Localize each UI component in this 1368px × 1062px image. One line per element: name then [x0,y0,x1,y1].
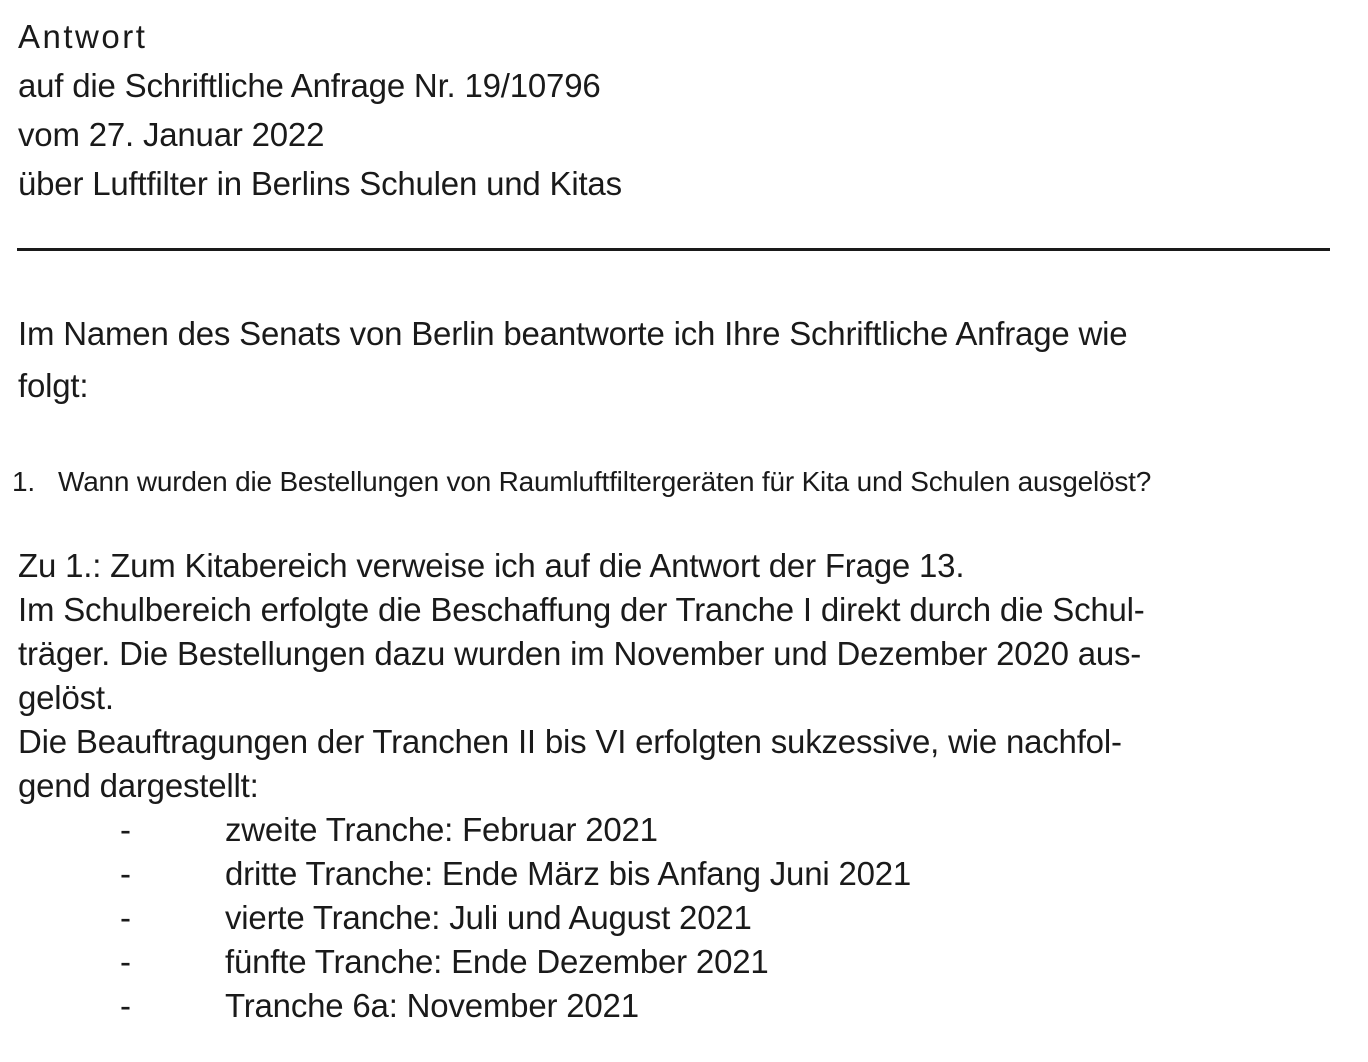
question-number: 1. [12,466,35,497]
list-item [18,852,1368,896]
answer-paragraph [18,544,1368,808]
list-dash: - [120,987,131,1024]
list-item-text: Tranche 6a: November 2021 [225,987,639,1024]
tranche-list [18,808,1368,1028]
answer-line: Die Beauftragungen der Tranchen II bis VI erfolgten sukzessive, wie nachfol- [18,723,1122,760]
answer-line: Zu 1.: Zum Kitabereich verweise ich auf die Antwort der Frage 13. [18,547,965,584]
list-item [18,896,1368,940]
horizontal-separator [17,248,1330,251]
list-item-text: dritte Tranche: Ende März bis Anfang Juni 2021 [225,855,912,892]
list-item-text: zweite Tranche: Februar 2021 [225,811,658,848]
list-item [18,940,1368,984]
list-dash: - [120,943,131,980]
question-text: Wann wurden die Bestellungen von Raumluftfiltergeräten für Kita und Schulen ausgelöst? [58,466,1152,497]
list-dash: - [120,899,131,936]
intro-paragraph [18,308,1368,412]
header-date-line: vom 27. Januar 2022 [18,116,325,153]
header-subject-line: über Luftfilter in Berlins Schulen und Kitas [18,165,622,202]
header-subtitle: auf die Schriftliche Anfrage Nr. 19/10796 [18,67,601,104]
document-header [18,12,1368,208]
answer-line: träger. Die Bestellungen dazu wurden im November und Dezember 2020 aus- [18,635,1142,672]
answer-line: gend dargestellt: [18,767,259,804]
intro-line: Im Namen des Senats von Berlin beantworte ich Ihre Schriftliche Anfrage wie [18,315,1128,352]
header-title: Antwort [18,18,148,55]
list-item [18,984,1368,1028]
list-dash: - [120,855,131,892]
intro-line: folgt: [18,367,89,404]
answer-line: gelöst. [18,679,114,716]
list-item-text: vierte Tranche: Juli und August 2021 [225,899,752,936]
answer-line: Im Schulbereich erfolgte die Beschaffung der Tranche I direkt durch die Schul- [18,591,1145,628]
question-item [12,462,1368,502]
list-item [18,808,1368,852]
list-item-text: fünfte Tranche: Ende Dezember 2021 [225,943,769,980]
list-dash: - [120,811,131,848]
